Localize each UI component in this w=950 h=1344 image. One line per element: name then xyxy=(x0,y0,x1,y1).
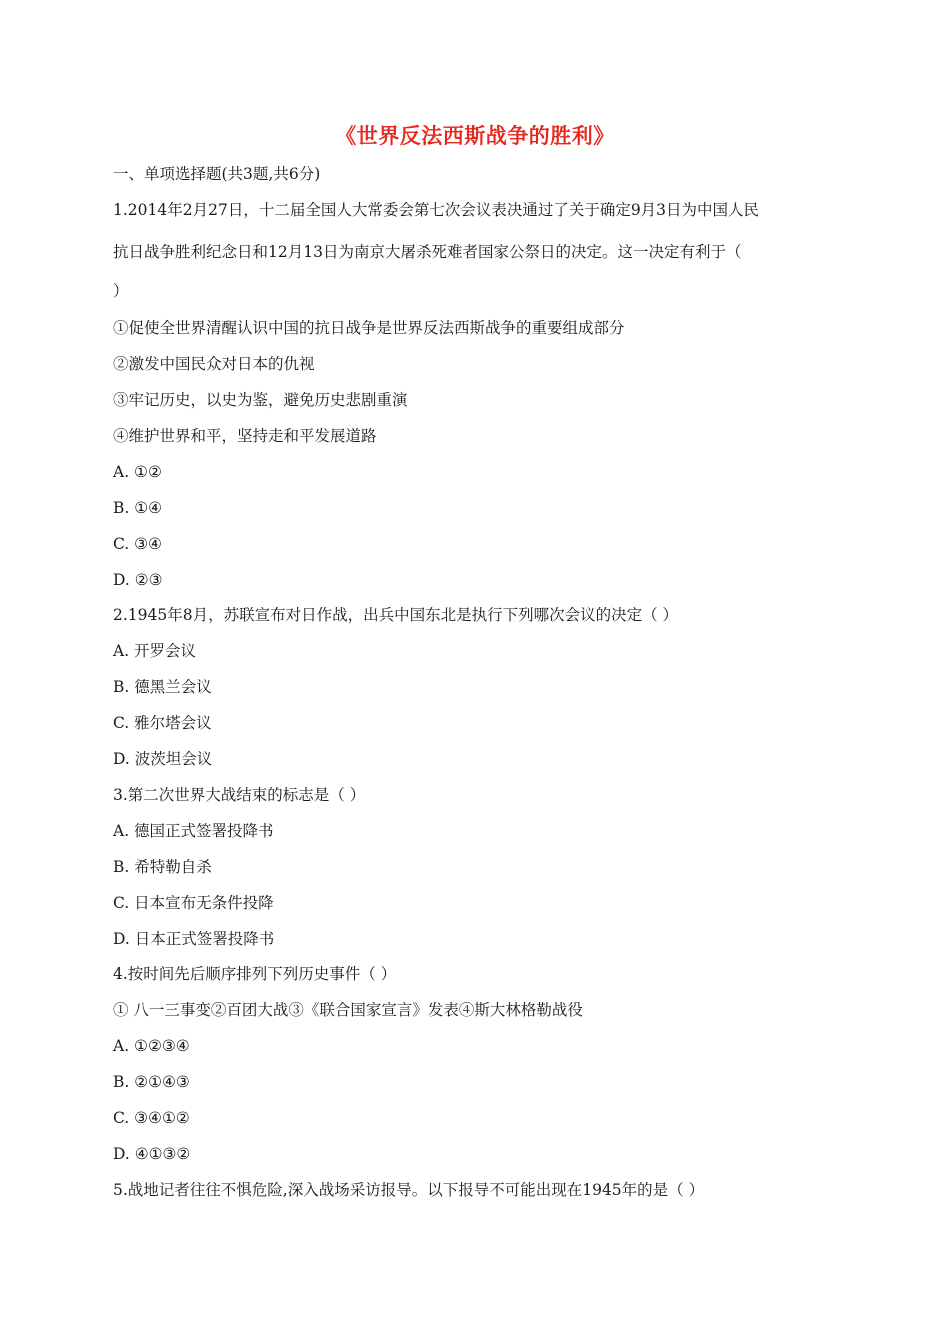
question-2-stem: 2.1945年8月，苏联宣布对日作战，出兵中国东北是执行下列哪次会议的决定（ ） xyxy=(113,606,679,624)
question-3-option-c: C. 日本宣布无条件投降 xyxy=(113,894,274,912)
question-3-option-d: D. 日本正式签署投降书 xyxy=(113,930,275,948)
question-4-stem: 4.按时间先后顺序排列下列历史事件（ ） xyxy=(113,965,397,983)
question-2-option-c: C. 雅尔塔会议 xyxy=(113,714,212,732)
question-3-stem: 3.第二次世界大战结束的标志是（ ） xyxy=(113,786,366,804)
question-3-option-a: A. 德国正式签署投降书 xyxy=(113,822,274,840)
question-5-stem: 5.战地记者往往不惧危险,深入战场采访报导。以下报导不可能出现在1945年的是（ ） xyxy=(113,1181,705,1199)
question-1-option-b: B. ①④ xyxy=(113,499,163,517)
question-1-option-c: C. ③④ xyxy=(113,535,162,553)
question-1-statement-4: ④维护世界和平，坚持走和平发展道路 xyxy=(113,427,377,445)
section-heading: 一、单项选择题(共3题,共6分) xyxy=(113,165,321,183)
question-4-option-a: A. ①②③④ xyxy=(113,1037,190,1055)
question-1-stem-line-1: 1.2014年2月27日，十二届全国人大常委会第七次会议表决通过了关于确定9月3日为中国人民 xyxy=(113,201,760,219)
question-1-option-d: D. ②③ xyxy=(113,571,163,589)
question-2-option-a: A. 开罗会议 xyxy=(113,642,197,660)
question-1-statement-1: ①促使全世界清醒认识中国的抗日战争是世界反法西斯战争的重要组成部分 xyxy=(113,319,625,337)
question-1-stem-line-2: 抗日战争胜利纪念日和12月13日为南京大屠杀死难者国家公祭日的决定。这一决定有利于（ xyxy=(113,243,742,261)
question-4-option-c: C. ③④①② xyxy=(113,1109,190,1127)
question-1-statement-2: ②激发中国民众对日本的仇视 xyxy=(113,355,315,373)
question-1-option-a: A. ①② xyxy=(113,463,162,481)
question-4-option-b: B. ②①④③ xyxy=(113,1073,190,1091)
question-4-option-d: D. ④①③② xyxy=(113,1145,191,1163)
question-3-option-b: B. 希特勒自杀 xyxy=(113,858,212,876)
question-4-statement-1: ① 八一三事变②百团大战③《联合国家宣言》发表④斯大林格勒战役 xyxy=(113,1001,583,1019)
question-2-option-d: D. 波茨坦会议 xyxy=(113,750,213,768)
question-1-stem-line-3: ） xyxy=(113,282,129,300)
question-1-statement-3: ③牢记历史，以史为鉴，避免历史悲剧重演 xyxy=(113,391,408,409)
document-title: 《世界反法西斯战争的胜利》 xyxy=(335,124,615,148)
question-2-option-b: B. 德黑兰会议 xyxy=(113,678,212,696)
